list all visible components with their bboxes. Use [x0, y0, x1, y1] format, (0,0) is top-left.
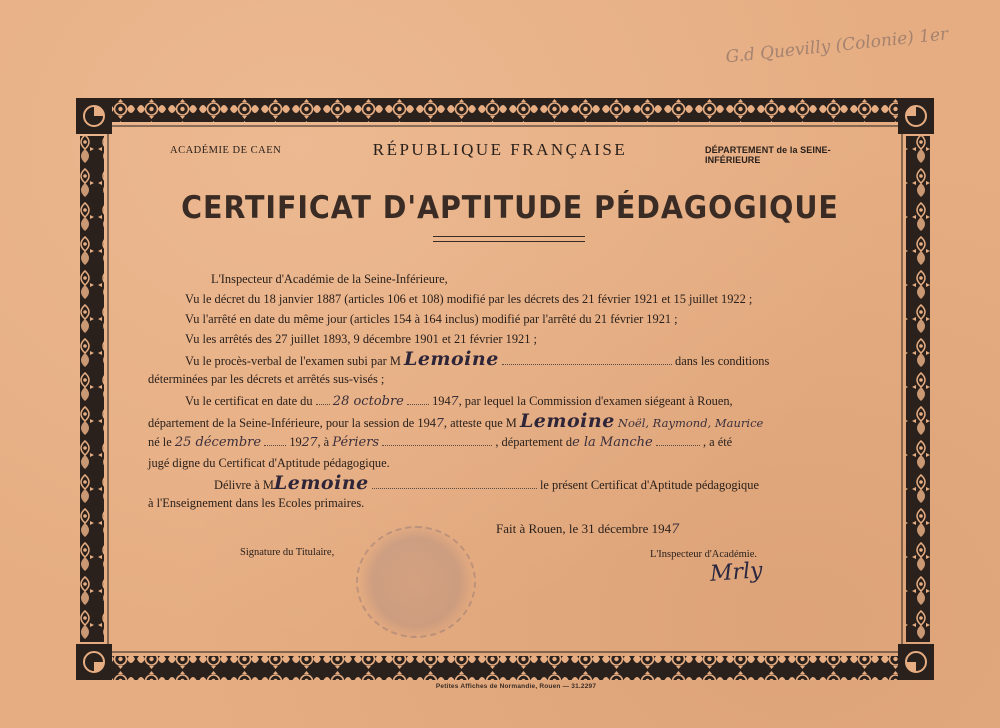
text-line-7-prefix: Vu le certificat en date du — [185, 394, 313, 408]
text-line-9 — [148, 434, 732, 451]
fait-a-text: Fait à Rouen, le 31 décembre 194 — [496, 521, 672, 536]
dotted-leader — [372, 477, 537, 489]
text-line-11-prefix: Délivre à M — [214, 478, 274, 492]
text-line-2: Vu le décret du 18 janvier 1887 (articles 106 et 108) modifié par les décrets des 21 février 1921 et 15 juillet 1922 ; — [185, 292, 753, 306]
republic-heading: RÉPUBLIQUE FRANÇAISE — [372, 140, 628, 159]
dotted-leader — [502, 353, 672, 365]
certificate-title: CERTIFICAT D'APTITUDE PÉDAGOGIQUE — [181, 190, 839, 226]
handwritten-first-names: Noël, Raymond, Maurice — [617, 416, 764, 430]
text-line-1: L'Inspecteur d'Académie de la Seine-Inférieure, — [211, 272, 448, 286]
text-line-9-suffix: , a été — [702, 435, 733, 449]
text-line-11-suffix: le présent Certificat d'Aptitude pédagogique — [539, 478, 759, 492]
dotted-leader — [316, 393, 330, 405]
text-line-10: jugé digne du Certificat d'Aptitude pédagogique. — [148, 456, 390, 470]
handwritten-cert-year: 7 — [450, 393, 459, 408]
handwritten-cert-date: 28 octobre — [332, 394, 404, 409]
handwritten-birth-year: 27 — [301, 434, 318, 449]
text-line-8-mid: , atteste que M — [443, 416, 517, 430]
text-line-9-dept: , département d — [495, 435, 573, 449]
academy-label: ACADÉMIE DE CAEN — [170, 145, 282, 156]
dotted-leader — [382, 434, 492, 446]
dotted-leader — [656, 434, 700, 446]
text-line-9-a: , à — [317, 435, 330, 449]
handwritten-name-2: Lemoine — [273, 472, 369, 494]
text-line-4: Vu les arrêtés des 27 juillet 1893, 9 décembre 1901 et 21 février 1921 ; — [185, 332, 537, 346]
official-seal-stamp — [356, 526, 476, 638]
printer-imprint: Petites Affiches de Normandie, Rouen — 31.2297 — [435, 683, 597, 690]
text-line-6: déterminées par les décrets et arrêtés sus-visés ; — [148, 372, 385, 386]
handwritten-birth-place: Périers — [332, 435, 380, 450]
handwritten-name: Lemoine — [403, 348, 499, 370]
text-line-8-prefix: département de la Seine-Inférieure, pour la session de 194 — [148, 416, 436, 430]
text-line-9-century: 19 — [289, 435, 302, 449]
text-line-5-prefix: Vu le procès-verbal de l'examen subi par M — [185, 354, 401, 368]
titulaire-signature-label: Signature du Titulaire, — [240, 547, 335, 558]
handwritten-session-year: 7 — [435, 415, 444, 430]
dotted-leader — [264, 434, 286, 446]
text-line-7-suffix: , par lequel la Commission d'examen siégeant à Rouen, — [458, 394, 733, 408]
text-line-8 — [148, 410, 764, 432]
text-line-7 — [185, 393, 733, 410]
title-divider — [433, 236, 585, 242]
text-line-3: Vu l'arrêté en date du même jour (articles 154 à 164 inclus) modifié par l'arrêté du 21 février 1921 ; — [185, 312, 678, 326]
fait-a-rouen — [496, 521, 679, 538]
inspecteur-signature-label: L'Inspecteur d'Académie. — [650, 549, 757, 560]
text-line-12: à l'Enseignement dans les Ecoles primaires. — [148, 496, 365, 510]
pencil-annotation: G.d Quevilly (Colonie) 1er — [724, 24, 950, 68]
department-label: DÉPARTEMENT de la SEINE-INFÉRIEURE — [705, 145, 831, 165]
inspector-signature: Mrly — [709, 558, 764, 587]
handwritten-department: e la Manche — [572, 435, 653, 450]
text-line-5-suffix: dans les conditions — [675, 354, 770, 368]
text-line-7-year-prefix: 194 — [432, 394, 451, 408]
text-line-11 — [214, 472, 759, 494]
handwritten-fait-year: 7 — [671, 522, 680, 537]
handwritten-fullname: Lemoine — [519, 410, 615, 432]
handwritten-birth-date: 25 décembre — [174, 435, 262, 450]
dotted-leader — [407, 393, 429, 405]
text-line-5 — [185, 348, 770, 370]
text-line-9-prefix: né le — [148, 435, 172, 449]
